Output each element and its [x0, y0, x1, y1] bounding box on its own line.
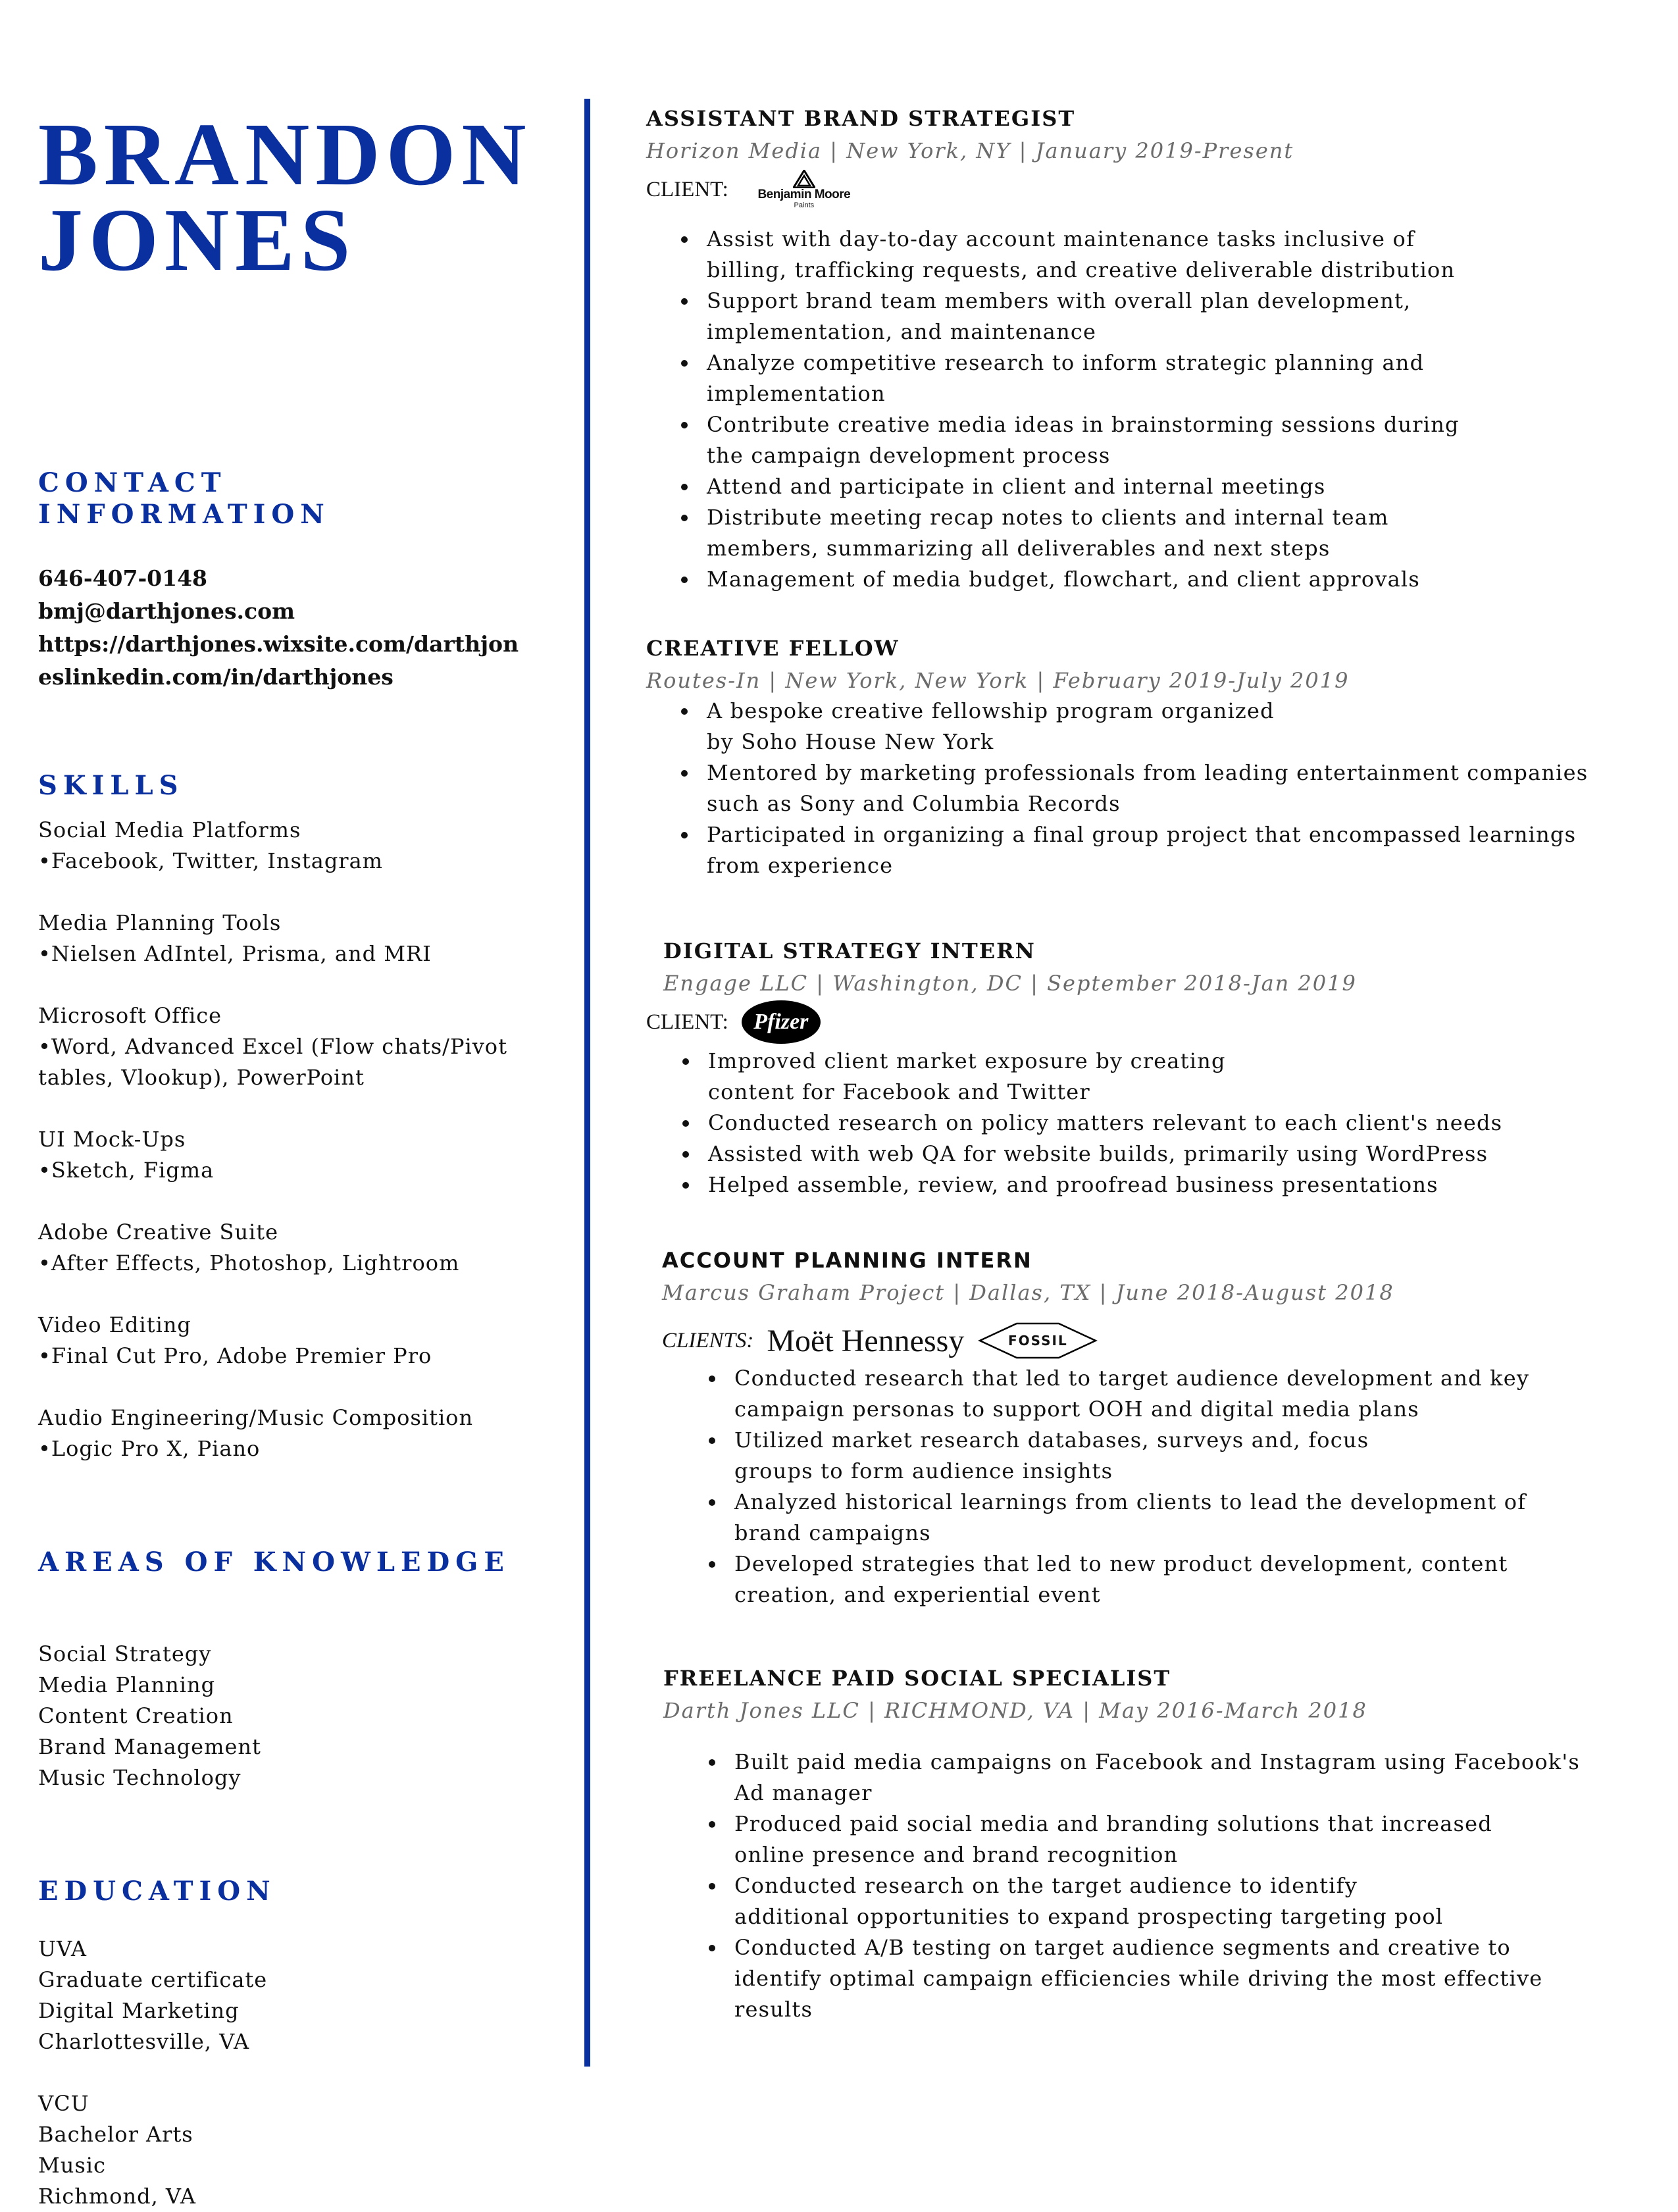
skill-group [38, 1402, 507, 1464]
field-of-study: Music [38, 2153, 106, 2178]
job-bullets [663, 1747, 1617, 2025]
knowledge-item: Brand Management [38, 1734, 261, 1759]
skills-heading: SKILLS [38, 770, 184, 801]
fossil-wordmark: FOSSIL [1007, 1333, 1068, 1349]
bullet: • Participated in organizing a final group project that encompassed learnings from experience [699, 819, 1620, 881]
job-bullets [646, 696, 1620, 881]
job-meta: Darth Jones LLC | RICHMOND, VA | May 2016-March 2018 [663, 1698, 1367, 1723]
education-entry [38, 1934, 276, 2057]
bullet: • Conducted A/B testing on target audience segments and creative to identify optimal campaign efficiencies while driving the most effective results [726, 1932, 1564, 2025]
phone-number: 646-407-0148 [38, 565, 208, 591]
job-bullets [646, 224, 1620, 595]
school-location: Charlottesville, VA [38, 2029, 250, 2054]
client-label: CLIENT: [646, 1010, 728, 1034]
education-entry [38, 2088, 276, 2212]
client-label: CLIENTS: [662, 1328, 754, 1352]
job-title: CREATIVE FELLOW [646, 636, 900, 661]
benjamin-moore-triangle-icon [793, 170, 815, 188]
skill-group-name: Adobe Creative Suite [38, 1220, 279, 1245]
skill-group-line: tables, Vlookup), PowerPoint [38, 1065, 365, 1090]
benjamin-moore-logo [742, 170, 867, 209]
knowledge-section [38, 1547, 510, 1793]
bullet: • Assisted with web QA for website builds, primarily using WordPress [700, 1139, 1564, 1170]
client-row [646, 1002, 1611, 1042]
contact-heading-line1: CONTACT [38, 467, 227, 498]
bullet: • Distribute meeting recap notes to clients and internal team members, summarizing all deliverables and next steps [699, 502, 1463, 564]
bullet: • Attend and participate in client and internal meetings [699, 471, 1463, 502]
skill-group-line: •Logic Pro X, Piano [38, 1436, 261, 1461]
skill-group-line: •Final Cut Pro, Adobe Premier Pro [38, 1343, 432, 1368]
pfizer-logo: Pfizer [742, 1000, 821, 1044]
knowledge-item: Social Strategy [38, 1641, 212, 1666]
client-row [646, 170, 1620, 209]
job-account-planning-intern [662, 1247, 1616, 1610]
skills-list [38, 815, 507, 1464]
job-digital-strategy-intern [646, 938, 1611, 1200]
bullet: • Conducted research on the target audience to identify additional opportunities to expand prospecting targeting pool [726, 1870, 1458, 1932]
bullet: • Helped assemble, review, and proofread business presentations [700, 1170, 1564, 1200]
knowledge-item: Media Planning [38, 1672, 216, 1697]
skill-group-name: Media Planning Tools [38, 910, 282, 935]
skill-group [38, 1217, 507, 1279]
knowledge-list [38, 1639, 510, 1793]
education-section [38, 1876, 276, 2212]
email-address: bmj@darthjones.com [38, 598, 295, 624]
linkedin-link: eslinkedin.com/in/darthjones [38, 664, 394, 690]
bullet: • Conducted research on policy matters relevant to each client's needs [700, 1108, 1564, 1139]
benjamin-moore-subtitle: Paints [794, 201, 815, 209]
job-assistant-brand-strategist [646, 105, 1620, 595]
candidate-name [38, 105, 558, 290]
job-title: ASSISTANT BRAND STRATEGIST [646, 106, 1076, 131]
skill-group-name: Social Media Platforms [38, 817, 301, 842]
knowledge-heading: AREAS OF KNOWLEDGE [38, 1547, 510, 1578]
client-row [662, 1321, 1616, 1360]
skill-group-line: •Nielsen AdIntel, Prisma, and MRI [38, 941, 432, 966]
skills-section [38, 770, 507, 1495]
left-column [38, 105, 558, 2209]
job-bullets [663, 1046, 1611, 1200]
bullet: • Mentored by marketing professionals from leading entertainment companies such as Sony and Columbia Records [699, 758, 1620, 819]
knowledge-item: Music Technology [38, 1765, 242, 1790]
skill-group-name: Microsoft Office [38, 1003, 222, 1028]
job-title: DIGITAL STRATEGY INTERN [663, 939, 1036, 964]
bullet: • Assist with day-to-day account maintenance tasks inclusive of billing, trafficking requests, and creative deliverable distribution [699, 224, 1463, 286]
contact-heading [38, 467, 519, 530]
job-meta: Horizon Media | New York, NY | January 2019-Present [646, 138, 1294, 163]
client-label: CLIENT: [646, 177, 728, 201]
skill-group-name: Audio Engineering/Music Composition [38, 1405, 474, 1430]
skill-group [38, 908, 507, 969]
contact-section [38, 467, 519, 694]
bullet: • A bespoke creative fellowship program organized by Soho House New York [699, 696, 1299, 758]
contact-details [38, 562, 519, 694]
skill-group-line: •Sketch, Figma [38, 1158, 215, 1183]
bullet: • Developed strategies that led to new product development, content creation, and experiential event [726, 1549, 1616, 1610]
bullet: • Analyze competitive research to inform strategic planning and implementation [699, 347, 1463, 409]
skill-group [38, 1000, 507, 1093]
bullet: • Contribute creative media ideas in brainstorming sessions during the campaign development process [699, 409, 1463, 471]
bullet: • Utilized market research databases, surveys and, focus groups to form audience insights [726, 1425, 1425, 1487]
bullet: • Management of media budget, flowchart, and client approvals [699, 564, 1463, 595]
skill-group-line: •Word, Advanced Excel (Flow chats/Pivot [38, 1034, 507, 1059]
degree: Bachelor Arts [38, 2122, 193, 2147]
school-name: VCU [38, 2091, 89, 2116]
job-meta: Marcus Graham Project | Dallas, TX | June 2018-August 2018 [662, 1280, 1394, 1305]
skill-group-line: •After Effects, Photoshop, Lightroom [38, 1250, 460, 1275]
job-title: FREELANCE PAID SOCIAL SPECIALIST [663, 1666, 1171, 1691]
degree: Graduate certificate [38, 1967, 268, 1992]
bullet: • Analyzed historical learnings from clients to lead the development of brand campaigns [726, 1487, 1564, 1549]
job-meta: Engage LLC | Washington, DC | September 2018-Jan 2019 [663, 971, 1357, 996]
contact-heading-line2: INFORMATION [38, 499, 330, 530]
bullet: • Improved client market exposure by creating content for Facebook and Twitter [700, 1046, 1313, 1108]
skill-group [38, 1124, 507, 1186]
knowledge-item: Content Creation [38, 1703, 234, 1728]
first-name: BRANDON [38, 105, 532, 204]
benjamin-moore-wordmark: Benjamin Moore [757, 188, 851, 201]
bullet: • Support brand team members with overall plan development, implementation, and maintenance [699, 286, 1463, 347]
column-divider [584, 99, 590, 2067]
skill-group [38, 815, 507, 877]
job-creative-fellow [646, 635, 1620, 881]
bullet: • Produced paid social media and branding solutions that increased online presence and brand recognition [726, 1809, 1498, 1870]
skill-group-name: Video Editing [38, 1312, 191, 1337]
last-name: JONES [38, 191, 357, 290]
bullet: • Conducted research that led to target audience development and key campaign personas to support OOH and digital media plans [726, 1363, 1616, 1425]
skill-group-name: UI Mock-Ups [38, 1127, 186, 1152]
moet-hennessy-logo: Moët Hennessy [767, 1323, 965, 1358]
skill-group [38, 1310, 507, 1372]
website-link: https://darthjones.wixsite.com/darthjon [38, 631, 519, 657]
job-bullets [662, 1363, 1616, 1610]
fossil-logo [977, 1321, 1098, 1360]
education-heading: EDUCATION [38, 1876, 276, 1907]
bullet: • Built paid media campaigns on Facebook and Instagram using Facebook's Ad manager [726, 1747, 1583, 1809]
job-title: ACCOUNT PLANNING INTERN [662, 1248, 1032, 1273]
job-meta: Routes-In | New York, New York | February 2019-July 2019 [646, 668, 1350, 693]
school-name: UVA [38, 1936, 88, 1961]
field-of-study: Digital Marketing [38, 1998, 240, 2023]
school-location: Richmond, VA [38, 2184, 196, 2209]
job-freelance-paid-social-specialist [663, 1665, 1617, 2025]
skill-group-line: •Facebook, Twitter, Instagram [38, 848, 384, 873]
